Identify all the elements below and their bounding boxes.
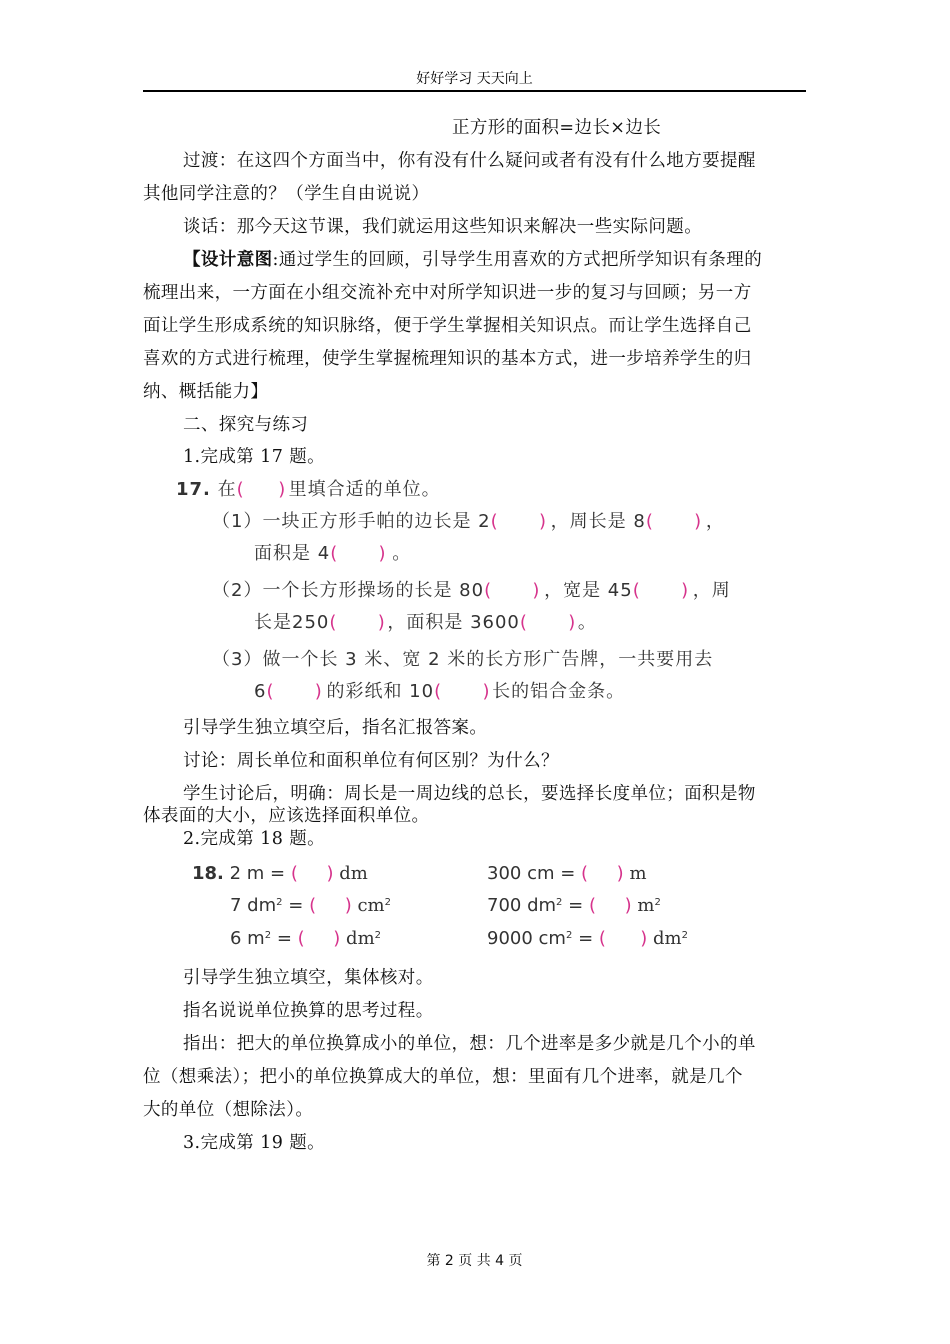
- exercise-17-q1-cont: 面积是 4( ) 。: [254, 543, 412, 564]
- answer-bracket: ( ): [309, 895, 352, 916]
- answer-bracket: ( ): [588, 895, 632, 916]
- design-intent-line-5: 纳、概括能力】: [143, 382, 269, 402]
- answer-bracket: ( ): [236, 479, 287, 500]
- exercise-17-q3-cont: 6( ) 的彩纸和 10( )长的铝合金条。: [254, 681, 626, 702]
- task-2: 2.完成第 18 题。: [183, 829, 325, 849]
- guide-line-3: 指名说说单位换算的思考过程。: [183, 1001, 434, 1021]
- exercise-17-q2: （2）一个长方形操场的长是 80( ) ，宽是 45( ) ，周: [212, 580, 731, 601]
- answer-bracket: ( ): [490, 511, 547, 532]
- header-rule: [143, 90, 806, 92]
- conclusion-line-2: 体表面的大小，应该选择面积单位。: [143, 806, 430, 826]
- design-intent-text-1: :通过学生的回顾，引导学生用喜欢的方式把所学知识有条理的: [272, 250, 763, 270]
- exercise-18-row-3-right: 9000 $cm^2$ = ( ) $dm^2$: [487, 928, 688, 949]
- exercise-17-instruction: 17. 在( ) 里填合适的单位。: [176, 479, 441, 500]
- point-line-2: 位（想乘法）；把小的单位换算成大的单位，想：里面有几个进率，就是几个: [143, 1067, 743, 1087]
- page-header: 好好学习 天天向上: [416, 71, 533, 87]
- guide-line-2: 引导学生独立填空，集体核对。: [183, 968, 434, 988]
- design-intent-line-3: 面让学生形成系统的知识脉络，便于学生掌握相关知识点。而让学生选择自己: [143, 316, 752, 336]
- formula-line: 正方形的面积=边长×边长: [452, 118, 662, 138]
- task-1: 1.完成第 17 题。: [183, 447, 325, 467]
- answer-bracket: ( ): [645, 511, 703, 532]
- guide-line-1: 引导学生独立填空后，指名汇报答案。: [183, 718, 488, 738]
- exercise-18-row-3-left: 6 $m^2$ = ( ) $dm^2$: [230, 928, 382, 949]
- page-footer: 第 2 页 共 4 页: [426, 1253, 523, 1269]
- point-line-3: 大的单位（想除法）。: [143, 1100, 314, 1120]
- answer-bracket: ( ): [581, 863, 624, 884]
- exercise-18-row-1-right: 300 cm = ( ) m: [487, 863, 647, 884]
- talk-line: 谈话：那今天这节课，我们就运用这些知识来解决一些实际问题。: [183, 217, 703, 237]
- answer-bracket: ( ): [434, 681, 491, 702]
- answer-bracket: ( ): [329, 612, 386, 633]
- discuss-line: 讨论：周长单位和面积单位有何区别？为什么？: [183, 751, 559, 771]
- answer-bracket: ( ): [330, 543, 387, 564]
- answer-bracket: ( ): [598, 928, 648, 949]
- exercise-18-row-2-right: 700 $dm^2$ = ( ) $m^2$: [487, 895, 661, 916]
- answer-bracket: ( ): [297, 928, 341, 949]
- answer-bracket: ( ): [632, 580, 690, 601]
- exercise-18-row-2-left: 7 $dm^2$ = ( ) $cm^2$: [230, 895, 391, 916]
- task-3: 3.完成第 19 题。: [183, 1133, 325, 1153]
- design-intent-line-1: [183, 249, 806, 271]
- point-line-1: 指出：把大的单位换算成小的单位，想：几个进率是多少就是几个小的单: [183, 1034, 756, 1054]
- exercise-17-q3: （3）做一个长 3 米、宽 2 米的长方形广告牌，一共要用去: [212, 649, 714, 670]
- conclusion-line-1: 学生讨论后，明确：周长是一周边线的总长，要选择长度单位；面积是物: [183, 784, 756, 804]
- transition-line-1: 过渡：在这四个方面当中，你有没有什么疑问或者有没有什么地方要提醒: [183, 151, 756, 171]
- section-heading: 二、探究与练习: [183, 415, 309, 435]
- design-intent-line-4: 喜欢的方式进行梳理，使学生掌握梳理知识的基本方式，进一步培养学生的归: [143, 349, 752, 369]
- exercise-17-q2-cont: 长是250( )，面积是 3600( )。: [254, 612, 597, 633]
- answer-bracket: ( ): [266, 681, 323, 702]
- answer-bracket: ( ): [484, 580, 541, 601]
- answer-bracket: ( ): [519, 612, 577, 633]
- design-intent-line-2: 梳理出来，一方面在小组交流补充中对所学知识进一步的复习与回顾；另一方: [143, 283, 752, 303]
- answer-bracket: ( ): [290, 863, 334, 884]
- transition-line-2: 其他同学注意的？（学生自由说说）: [143, 184, 430, 204]
- exercise-17-q1: （1）一块正方形手帕的边长是 2( ) ，周长是 8( ) ，: [212, 511, 725, 532]
- exercise-18-row-1-left: 18. 2 m = ( ) dm: [192, 863, 368, 884]
- design-intent-label: 【设计意图: [183, 250, 273, 270]
